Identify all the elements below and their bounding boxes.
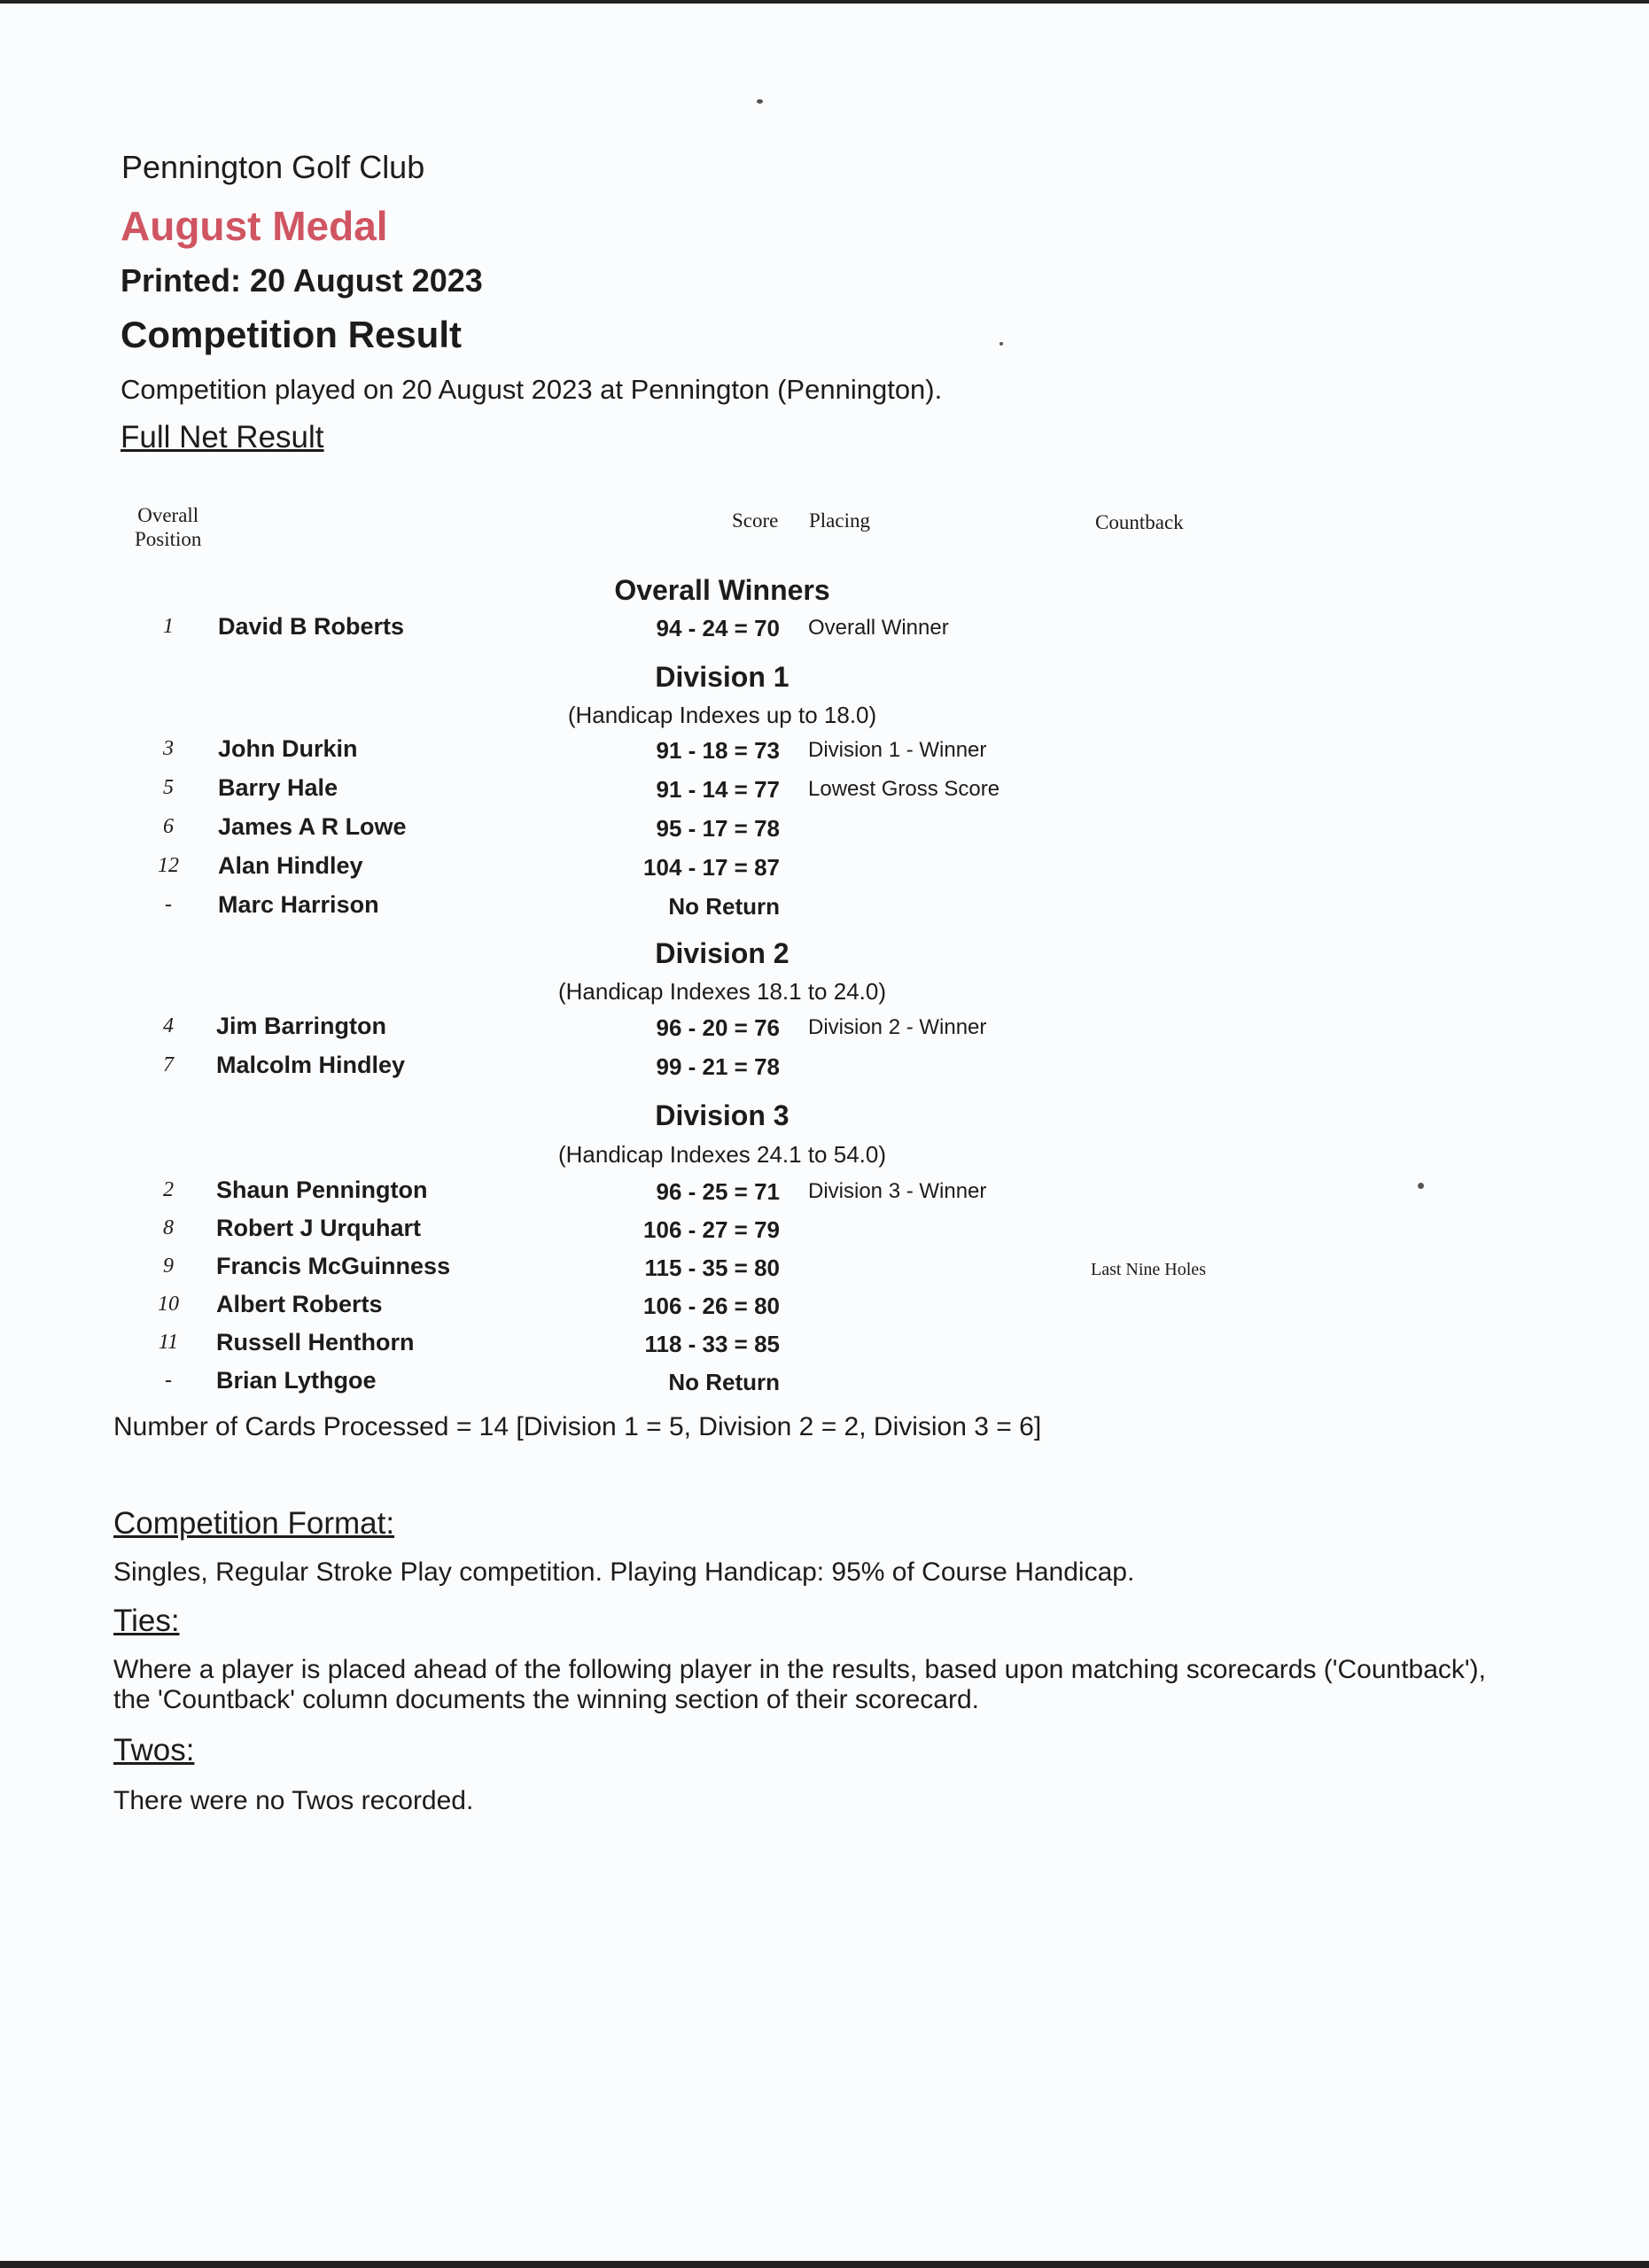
ties-text [113,1655,1575,1715]
scan-speck [757,99,763,104]
score-cell: 94 - 24 = 70 [656,615,780,641]
player-name: Barry Hale [218,774,338,801]
column-header-position-line1: Overall [137,504,199,526]
score-cell: 91 - 18 = 73 [656,737,780,764]
position-cell: 3 [163,737,174,760]
scan-edge-bottom [0,2261,1649,2268]
score-cell: 106 - 26 = 80 [643,1293,780,1319]
placing-cell: Lowest Gross Score [808,777,1000,801]
column-header-placing: Placing [809,509,870,532]
placing-cell: Division 1 - Winner [808,738,987,762]
score-cell: 106 - 27 = 79 [643,1216,780,1243]
score-cell: 91 - 14 = 77 [656,776,780,803]
twos-heading: Twos: [113,1733,195,1767]
position-cell: 6 [163,815,174,838]
score-cell: 115 - 35 = 80 [644,1254,780,1281]
ties-text-line1: Where a player is placed ahead of the following player in the results, based upon matching scorecards ('Countback'), [113,1655,1486,1684]
club-name: Pennington Golf Club [121,149,425,185]
section-title: Overall Winners [614,574,830,606]
section-subtitle: (Handicap Indexes up to 18.0) [567,702,877,728]
result-type-heading: Full Net Result [121,420,324,454]
printed-date: Printed: 20 August 2023 [121,262,483,299]
position-cell: 1 [163,615,174,638]
player-name: David B Roberts [218,613,405,640]
position-cell: - [165,893,172,916]
countback-cell: Last Nine Holes [1091,1260,1206,1279]
score-cell: 96 - 25 = 71 [656,1178,780,1205]
ties-heading: Ties: [113,1604,180,1638]
position-cell: 12 [158,854,179,877]
position-cell: 11 [158,1331,179,1354]
format-heading: Competition Format: [113,1506,395,1541]
player-name: Malcolm Hindley [216,1052,406,1078]
score-cell: 96 - 20 = 76 [656,1014,780,1041]
score-cell: No Return [668,1369,780,1395]
cards-processed: Number of Cards Processed = 14 [Division 1 = 5, Division 2 = 2, Division 3 = 6] [113,1412,1042,1441]
position-cell: - [165,1369,172,1392]
position-cell: 7 [163,1053,174,1076]
player-name: Marc Harrison [218,891,379,918]
column-header-countback: Countback [1095,511,1184,533]
played-info: Competition played on 20 August 2023 at Pennington (Pennington). [121,374,943,405]
player-name: Shaun Pennington [216,1177,428,1203]
player-name: John Durkin [218,735,358,762]
player-name: Jim Barrington [216,1013,387,1039]
player-name: James A R Lowe [218,813,407,840]
section-title: Division 3 [655,1099,789,1131]
score-cell: 118 - 33 = 85 [644,1331,780,1357]
competition-title: August Medal [121,203,388,249]
placing-cell: Division 3 - Winner [808,1179,987,1203]
position-cell: 2 [163,1178,174,1201]
player-name: Francis McGuinness [216,1253,451,1279]
section-subtitle: (Handicap Indexes 18.1 to 24.0) [557,978,887,1005]
position-cell: 5 [163,776,174,799]
score-cell: No Return [668,893,780,920]
position-cell: 10 [158,1293,179,1316]
position-cell: 4 [163,1014,174,1037]
scan-edge-top [0,0,1649,4]
player-name: Alan Hindley [218,852,363,879]
placing-cell: Overall Winner [808,616,949,640]
column-header-score: Score [732,509,779,532]
player-name: Robert J Urquhart [216,1215,422,1241]
score-cell: 104 - 17 = 87 [643,854,780,881]
column-header-position-line2: Position [135,528,202,550]
section-title: Division 2 [655,937,789,969]
placing-cell: Division 2 - Winner [808,1015,987,1039]
score-cell: 95 - 17 = 78 [656,815,780,842]
section-subtitle: (Handicap Indexes 24.1 to 54.0) [557,1141,887,1168]
scan-speck [1000,342,1003,346]
twos-text: There were no Twos recorded. [113,1786,474,1815]
score-cell: 99 - 21 = 78 [656,1053,780,1080]
section-title: Division 1 [655,661,789,693]
result-heading: Competition Result [121,314,462,355]
column-header-position [135,503,201,551]
position-cell: 8 [163,1216,174,1239]
player-name: Albert Roberts [216,1291,383,1317]
format-text: Singles, Regular Stroke Play competition. Playing Handicap: 95% of Course Handicap. [113,1557,1135,1587]
position-cell: 9 [163,1254,174,1278]
ties-text-line2: the 'Countback' column documents the winning section of their scorecard. [113,1685,979,1714]
player-name: Russell Henthorn [216,1329,415,1355]
scan-speck [1418,1183,1424,1189]
player-name: Brian Lythgoe [216,1367,377,1394]
